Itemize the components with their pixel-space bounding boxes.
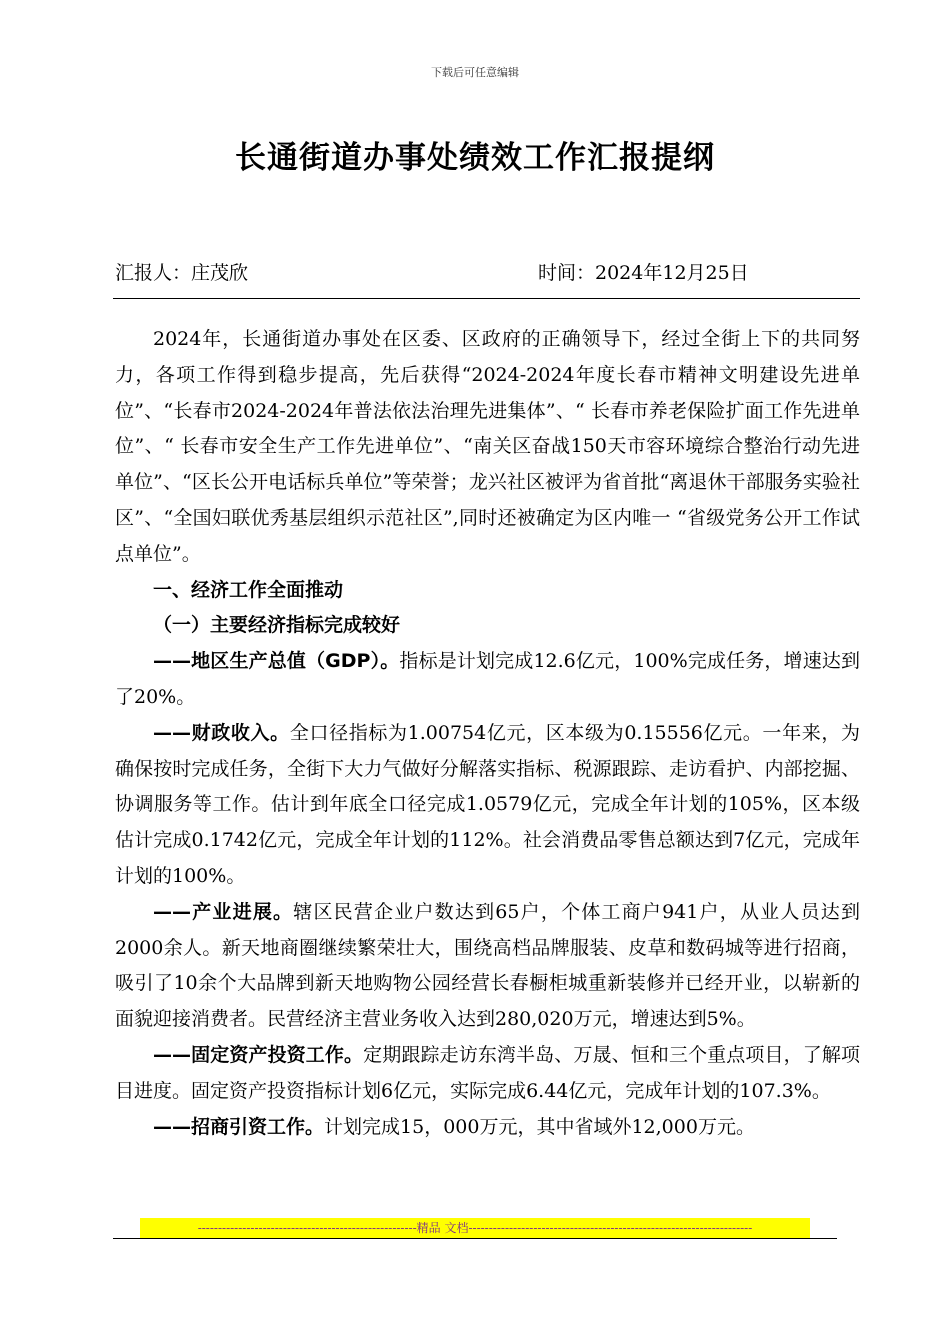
industry-text: 辖区民营企业户数达到65户，个体工商户941户，从业人员达到2000余人。新天地商圈继续繁荣壮大，围绕高档品牌服装、皮草和数码城等进行招商，吸引了10余个大品牌到新天地购物公园经营长春橱柜城重新装修并已经开业，以崭新的面貌迎接消费者。民营经济主营业务收入达到280,020万元，增速达到5%。 (115, 900, 860, 1031)
industry-paragraph (115, 895, 860, 1038)
gdp-lead: ——地区生产总值（GDP）。 (153, 650, 400, 673)
document-title: 长通街道办事处绩效工作汇报提纲 (235, 140, 715, 176)
intro-paragraph: 2024年，长通街道办事处在区委、区政府的正确领导下，经过全街上下的共同努力，各项工作得到稳步提高，先后获得“2024-2024年度长春市精神文明建设先进单位”、“长春市2024-2024年普法依法治理先进集体”、“ 长春市养老保险扩面工作先进单位”、“ 长春市安全生产工作先进单位”、“南关区奋战150天市容环境综合整治行动先进单位”、“区长公开电话标兵单位”等荣誉；龙兴社区被评为省首批“离退休干部服务实验社区”、“全国妇联优秀基层组织示范社区”,同时还被确定为区内唯一 “省级党务公开工作试点单位”。 (115, 328, 860, 565)
investment-lead: ——固定资产投资工作。 (153, 1043, 364, 1066)
industry-lead: ——产业进展。 (153, 900, 294, 923)
investment-paragraph (115, 1038, 860, 1110)
reporter-label: 汇报人：庄茂欣 (115, 262, 249, 284)
investment-text: 定期跟踪走访东湾半岛、万晟、恒和三个重点项目，了解项目进度。固定资产投资指标计划6亿元，实际完成6.44亿元，完成年计划的107.3%。 (115, 1043, 860, 1102)
report-date: 时间：2024年12月25日 (538, 262, 749, 284)
gdp-paragraph (115, 644, 860, 716)
attract-text: 计划完成15，000万元，其中省域外12,000万元。 (324, 1115, 755, 1138)
meta-row (115, 258, 860, 288)
header-note: 下载后可任意编辑 (431, 66, 519, 79)
subsection-heading-indicators: （一）主要经济指标完成较好 (153, 614, 401, 637)
footer-divider (113, 1238, 837, 1239)
attract-paragraph (115, 1110, 860, 1146)
document-body (115, 322, 860, 1145)
section-heading-economy: 一、经济工作全面推动 (153, 578, 344, 601)
footer-banner: ------------------------------------------------------精品 文档---------------------------------------------------------------------- (140, 1218, 810, 1238)
finance-paragraph (115, 716, 860, 895)
finance-text: 全口径指标为1.00754亿元，区本级为0.15556亿元。一年来，为确保按时完成任务，全街下大力气做好分解落实指标、税源跟踪、走访看护、内部挖掘、协调服务等工作。估计到年底全口径完成1.0579亿元，完成全年计划的105%，区本级估计完成0.1742亿元，完成全年计划的112%。社会消费品零售总额达到7亿元，完成年计划的100%。 (115, 721, 860, 887)
header-divider (113, 298, 860, 299)
finance-lead: ——财政收入。 (153, 721, 290, 744)
gdp-text: 指标是计划完成12.6亿元，100%完成任务，增速达到了20%。 (115, 650, 861, 708)
attract-lead: ——招商引资工作。 (153, 1115, 325, 1138)
